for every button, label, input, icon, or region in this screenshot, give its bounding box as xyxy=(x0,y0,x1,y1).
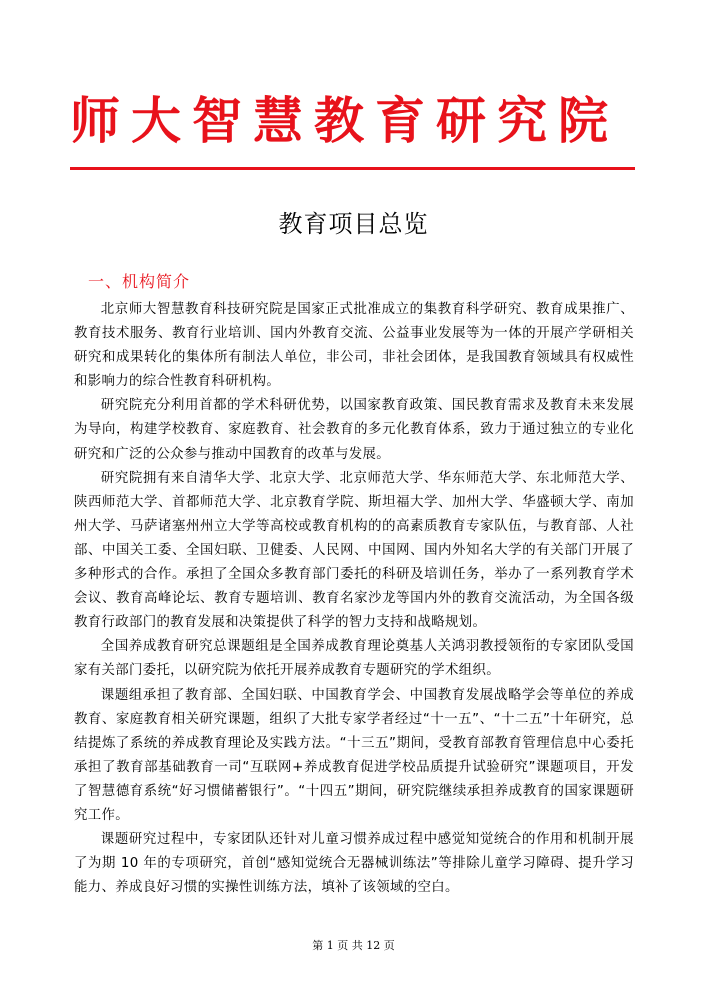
section-body xyxy=(74,298,634,900)
header-divider xyxy=(70,167,635,170)
paragraph: 课题研究过程中，专家团队还针对儿童习惯养成过程中感觉知觉统合的作用和机制开展了为期 10 年的专项研究，首创“感知觉统合无器械训练法”等排除儿童学习障碍、提升学习能力、养成良好习惯的实操性训练方法，填补了该领域的空白。 xyxy=(74,832,634,896)
page-number: 第 1 页 共 12 页 xyxy=(312,939,395,952)
paragraph: 研究院充分利用首都的学术科研优势，以国家教育政策、国民教育需求及教育未来发展为导向，构建学校教育、家庭教育、社会教育的多元化教育体系，致力于通过独立的专业化研究和广泛的公众参与推动中国教育的改革与发展。 xyxy=(74,398,634,462)
paragraph: 全国养成教育研究总课题组是全国养成教育理论奠基人关鸿羽教授领衔的专家团队受国家有关部门委托，以研究院为依托开展养成教育专题研究的学术组织。 xyxy=(74,639,634,679)
paragraph: 北京师大智慧教育科技研究院是国家正式批准成立的集教育科学研究、教育成果推广、教育技术服务、教育行业培训、国内外教育交流、公益事业发展等为一体的开展产学研相关研究和成果转化的集体所有制法人单位，非公司，非社会团体，是我国教育领域具有权威性和影响力的综合性教育科研机构。 xyxy=(74,302,634,390)
paragraph: 研究院拥有来自清华大学、北京大学、北京师范大学、华东师范大学、东北师范大学、陕西师范大学、首都师范大学、北京教育学院、斯坦福大学、加州大学、华盛顿大学、南加州大学、马萨诸塞州州立大学等高校或教育机构的的高素质教育专家队伍，与教育部、人社部、中国关工委、全国妇联、卫健委、人民网、中国网、国内外知名大学的有关部门开展了多种形式的合作。承担了全国众多教育部门委托的科研及培训任务，举办了一系列教育学术会议、教育高峰论坛、教育专题培训、教育名家沙龙等国内外的教育交流活动，为全国各级教育行政部门的教育发展和决策提供了科学的智力支持和战略规划。 xyxy=(74,470,634,631)
paragraph: 课题组承担了教育部、全国妇联、中国教育学会、中国教育发展战略学会等单位的养成教育、家庭教育相关研究课题，组织了大批专家学者经过“十一五”、“十二五”十年研究，总结提炼了系统的养成教育理论及实践方法。“十三五”期间，受教育部教育管理信息中心委托承担了教育部基础教育一司“互联网+养成教育促进学校品质提升试验研究”课题项目，开发了智慧德育系统“好习惯储蓄银行”。“十四五”期间，研究院继续承担养成教育的国家课题研究工作。 xyxy=(74,687,634,823)
document-title: 教育项目总览 xyxy=(278,210,429,238)
section-heading: 一、机构简介 xyxy=(88,272,191,291)
org-title: 师大智慧教育研究院 xyxy=(70,91,619,150)
